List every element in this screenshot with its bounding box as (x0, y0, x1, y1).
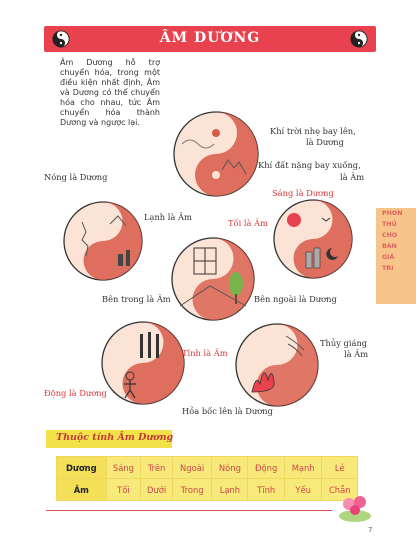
yin-yang-still-motion-illustration (100, 320, 186, 406)
table-cell: Sáng (106, 457, 141, 479)
page-number: 7 (368, 526, 373, 534)
label-sang: Sáng là Dương (272, 188, 334, 198)
table-cell: Mạnh (284, 457, 322, 479)
properties-table (56, 456, 358, 501)
side-tab-line: BAN (382, 243, 397, 250)
page-title: ÂM DƯƠNG (159, 30, 261, 46)
side-tab-line: TRI (382, 265, 394, 272)
table-cell: Động (248, 457, 284, 479)
yin-yang-inside-outside-illustration (170, 236, 256, 322)
intro-text: Âm Dương hỗ trợ chuyển hóa, trong một điều kiện nhất định, Âm và Dương có thể chuyển hóa cho nhau, tức Âm chuyển hóa thành Dương và ngược lại. (60, 58, 160, 127)
label-khi-dat-2: là Âm (340, 172, 365, 182)
side-tab-line: GIÁ (382, 254, 395, 261)
table-row (57, 457, 358, 479)
table-title-bar (46, 430, 172, 448)
table-cell: Dưới (141, 479, 173, 501)
table-cell: Trong (172, 479, 211, 501)
table-cell: Chẵn (322, 479, 358, 501)
label-khi-dat: Khí đất nặng bay xuống, (258, 160, 361, 170)
label-ben-trong: Bên trong là Âm (102, 294, 171, 304)
label-tinh: Tĩnh là Âm (182, 348, 228, 358)
label-khi-troi-2: là Dương (306, 137, 344, 147)
table-row (57, 479, 358, 501)
yin-yang-sky-earth-illustration (172, 110, 260, 198)
flower-decoration-icon (336, 490, 374, 524)
table-cell: Dương (57, 457, 107, 479)
table-cell: Tối (106, 479, 141, 501)
label-khi-troi: Khí trời nhẹ bay lên, (270, 126, 356, 136)
table-cell: Lạnh (212, 479, 248, 501)
page-header (44, 26, 376, 52)
table-cell: Lẻ (322, 457, 358, 479)
label-lanh: Lạnh là Âm (144, 212, 192, 222)
label-hoa: Hỏa bốc lên là Dương (182, 406, 273, 416)
footer-divider (46, 510, 332, 511)
table-title: Thuộc tính Âm Dương (56, 432, 174, 443)
label-dong: Động là Dương (44, 388, 107, 398)
side-tab (376, 208, 416, 304)
yin-yang-icon (350, 30, 368, 48)
label-thuy: Thủy giáng (320, 338, 368, 348)
label-nong: Nóng là Dương (44, 172, 108, 182)
side-tab-line: CHO (382, 232, 398, 239)
yin-yang-water-fire-illustration (234, 322, 320, 408)
yin-yang-light-dark-illustration (272, 198, 354, 280)
table-cell: Trên (141, 457, 173, 479)
table-cell: Nóng (212, 457, 248, 479)
label-ben-ngoai: Bên ngoài là Dương (254, 294, 337, 304)
yin-yang-hot-cold-illustration (62, 200, 144, 282)
table-cell: Yếu (284, 479, 322, 501)
side-tab-line: PHON (382, 210, 403, 217)
table-cell: Âm (57, 479, 107, 501)
label-toi: Tối là Âm (228, 218, 268, 228)
table-cell: Ngoài (172, 457, 211, 479)
side-tab-line: THỦ (382, 221, 397, 228)
label-thuy-2: là Âm (344, 349, 369, 359)
table-cell: Tĩnh (248, 479, 284, 501)
